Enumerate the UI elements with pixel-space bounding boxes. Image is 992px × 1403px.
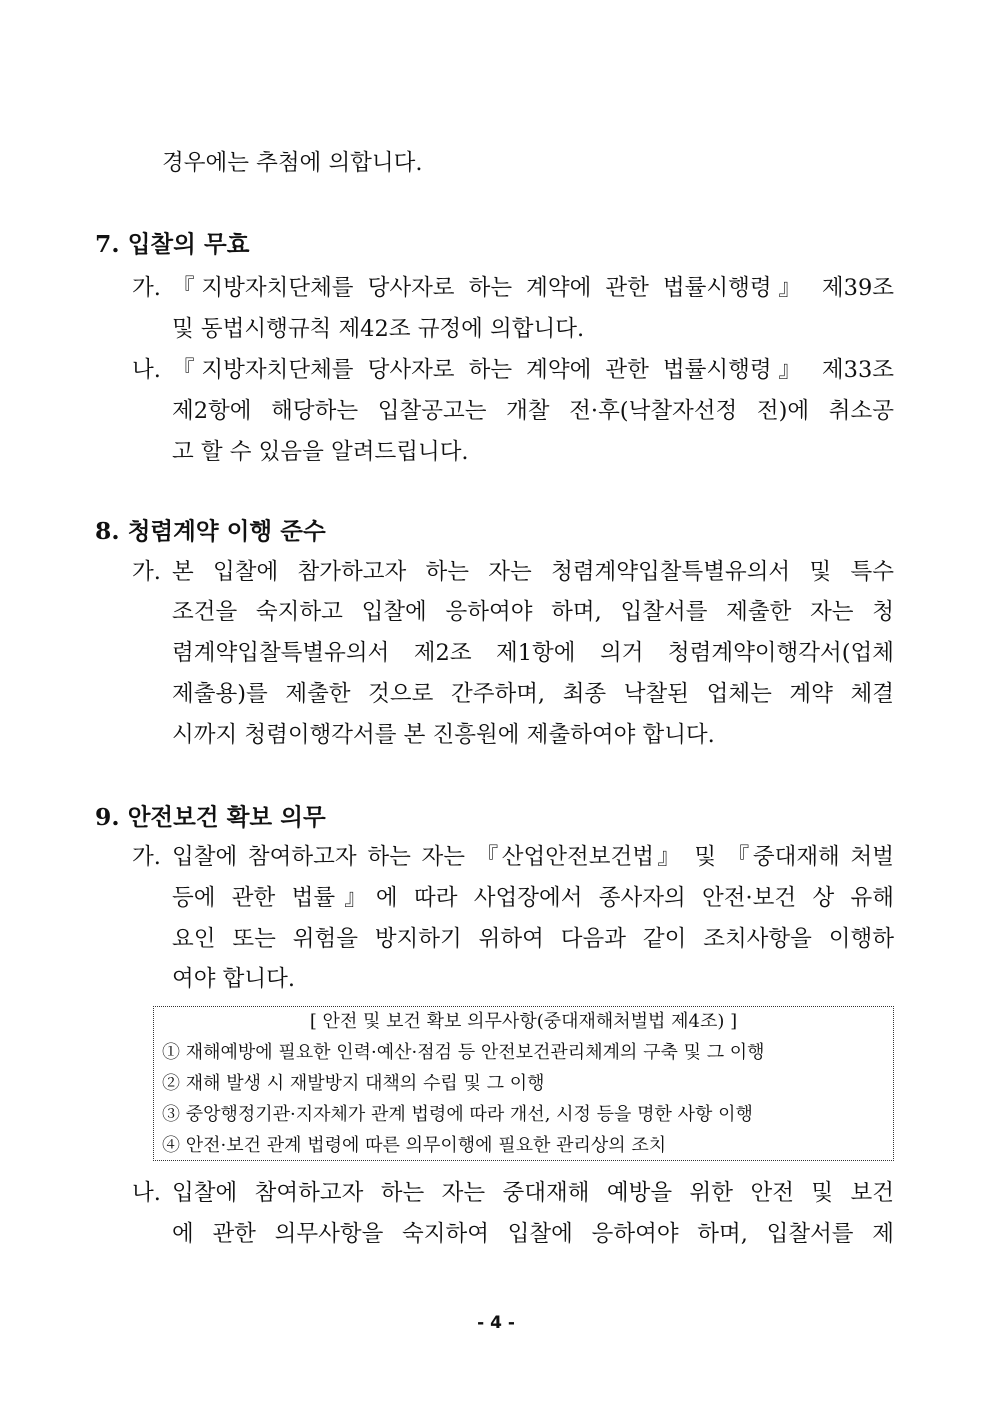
obligation-item-2: ② 재해 발생 시 재발방지 대책의 수립 및 그 이행 bbox=[162, 1073, 545, 1094]
section-8-item-a-line-3: 렴계약입찰특별유의서 제2조 제1항에 의거 청렴계약이행각서(업체 bbox=[172, 640, 894, 666]
obligation-item-4: ④ 안전·보건 관계 법령에 따른 의무이행에 필요한 관리상의 조치 bbox=[162, 1135, 667, 1156]
section-9-item-b-marker: 나. bbox=[132, 1180, 161, 1206]
section-9-item-a-line-3: 요인 또는 위험을 방지하기 위하여 다음과 같이 조치사항을 이행하 bbox=[172, 926, 894, 952]
section-8-item-a-line-1: 본 입찰에 참가하고자 하는 자는 청렴계약입찰특별유의서 및 특수 bbox=[172, 559, 894, 585]
section-9-item-a-marker: 가. bbox=[132, 844, 161, 870]
section-8-heading: 8. 청렴계약 이행 준수 bbox=[95, 517, 326, 545]
section-9-item-b-line-2: 에 관한 의무사항을 숙지하여 입찰에 응하여야 하며, 입찰서를 제 bbox=[172, 1221, 894, 1247]
continuation-text: 경우에는 추첨에 의합니다. bbox=[162, 150, 423, 176]
obligations-box-title: [ 안전 및 보건 확보 의무사항(중대재해처벌법 제4조) ] bbox=[309, 1011, 738, 1032]
section-8-item-a-line-4: 제출용)를 제출한 것으로 간주하며, 최종 낙찰된 업체는 계약 체결 bbox=[172, 681, 894, 707]
section-9-heading: 9. 안전보건 확보 의무 bbox=[95, 803, 326, 831]
obligation-item-1: ① 재해예방에 필요한 인력·예산·점검 등 안전보건관리체계의 구축 및 그 이행 bbox=[162, 1042, 765, 1063]
section-8-item-a-line-5: 시까지 청렴이행각서를 본 진흥원에 제출하여야 합니다. bbox=[172, 722, 715, 748]
section-7-heading: 7. 입찰의 무효 bbox=[95, 230, 250, 258]
section-7-item-b-marker: 나. bbox=[132, 357, 161, 383]
section-8-item-a-marker: 가. bbox=[132, 559, 161, 585]
section-7-item-b-line-2: 제2항에 해당하는 입찰공고는 개찰 전·후(낙찰자선정 전)에 취소공 bbox=[172, 398, 894, 424]
section-8-item-a-line-2: 조건을 숙지하고 입찰에 응하여야 하며, 입찰서를 제출한 자는 청 bbox=[172, 599, 894, 625]
section-9-item-a-line-4: 여야 합니다. bbox=[172, 966, 295, 992]
obligation-item-3: ③ 중앙행정기관·지자체가 관계 법령에 따라 개선, 시정 등을 명한 사항 이행 bbox=[162, 1104, 753, 1125]
section-7-item-a-line-2: 및 동법시행규칙 제42조 규정에 의합니다. bbox=[172, 316, 585, 342]
section-7-item-b-line-3: 고 할 수 있음을 알려드립니다. bbox=[172, 439, 469, 465]
section-9-item-a-line-2: 등에 관한 법률』에 따라 사업장에서 종사자의 안전·보건 상 유해 bbox=[172, 885, 894, 911]
section-7-item-a-line-1: 『지방자치단체를 당사자로 하는 계약에 관한 법률시행령』 제39조 bbox=[172, 275, 894, 301]
section-9-item-b-line-1: 입찰에 참여하고자 하는 자는 중대재해 예방을 위한 안전 및 보건 bbox=[172, 1180, 894, 1206]
obligations-box bbox=[153, 1006, 894, 1161]
section-9-item-a-line-1: 입찰에 참여하고자 하는 자는 『산업안전보건법』 및 『중대재해 처벌 bbox=[172, 844, 894, 870]
section-7-item-b-line-1: 『지방자치단체를 당사자로 하는 계약에 관한 법률시행령』 제33조 bbox=[172, 357, 894, 383]
section-7-item-a-marker: 가. bbox=[132, 275, 161, 301]
page-number: - 4 - bbox=[477, 1313, 515, 1333]
